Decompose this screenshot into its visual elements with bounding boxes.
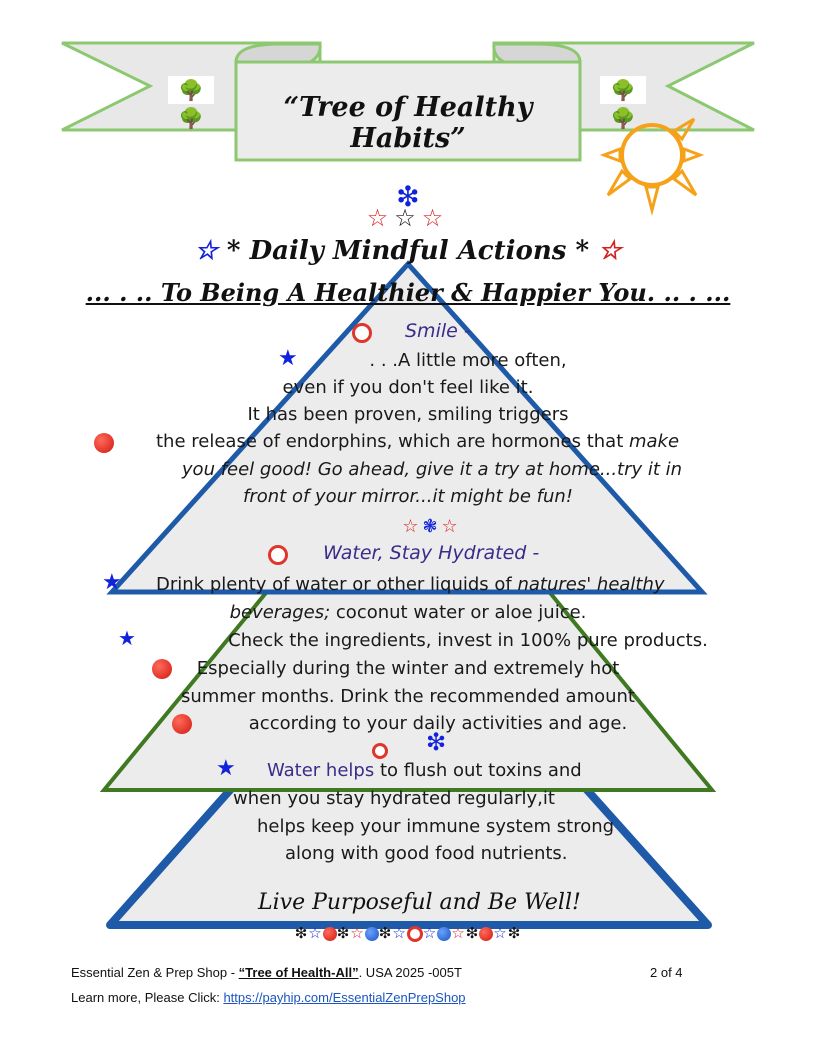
- water-helps-line-4: along with good food nutrients.: [285, 843, 568, 864]
- water-line-2: beverages; coconut water or aloe juice.: [229, 602, 587, 623]
- smile-line-5: you feel good! Go ahead, give it a try at home...try it in: [181, 459, 683, 480]
- red-circle-icon: [94, 432, 114, 453]
- water-ring-icon: [268, 544, 288, 565]
- blue-star-icon: ☆: [194, 236, 218, 266]
- banner-title: “Tree of Healthy Habits”: [283, 92, 533, 154]
- blue-star-icon: ★: [216, 756, 236, 781]
- water-helps-line-3: helps keep your immune system strong: [257, 816, 615, 837]
- blue-star-icon: ★: [118, 626, 136, 650]
- water-helps-line-2: when you stay hydrated regularly,it: [233, 788, 555, 809]
- heading-line2: ... . .. To Being A Healthier & Happier You. .. . ...: [85, 278, 731, 307]
- shop-link[interactable]: https://payhip.com/EssentialZenPrepShop: [223, 990, 466, 1005]
- water-line-4: Especially during the winter and extremely hot: [196, 658, 620, 679]
- footer-line-2: Learn more, Please Click: https://payhip.com/EssentialZenPrepShop: [71, 990, 466, 1005]
- water-line-1: Drink plenty of water or other liquids of natures' healthy: [156, 574, 665, 595]
- footer-line-1: Essential Zen & Prep Shop - “Tree of Health-All”. USA 2025 -005T: [71, 965, 462, 980]
- red-star-icon: ☆: [598, 236, 622, 266]
- banner-tree-right-icon: 🌳🌳: [600, 76, 646, 104]
- top-snowflake-icon: ❇: [396, 180, 420, 213]
- smile-line-3: It has been proven, smiling triggers: [247, 404, 569, 425]
- water-helps-line-1: Water helps to flush out toxins and: [267, 760, 582, 781]
- smile-title: Smile -: [405, 320, 471, 342]
- blue-star-icon: ★: [102, 570, 122, 595]
- heading-line1: ☆ * Daily Mindful Actions * ☆: [194, 236, 622, 266]
- water-line-3: Check the ingredients, invest in 100% pure products.: [228, 630, 708, 651]
- smile-line-2: even if you don't feel like it.: [282, 377, 534, 398]
- small-ring-icon: [372, 740, 388, 759]
- blue-star-icon: ★: [278, 346, 298, 371]
- top-stars: ☆☆☆: [366, 204, 450, 232]
- smile-ring-icon: [352, 322, 372, 343]
- smile-line-1: . . .A little more often,: [369, 350, 567, 371]
- mid-divider: ☆❃☆: [402, 516, 462, 537]
- water-line-5: summer months. Drink the recommended amount: [180, 686, 635, 707]
- closing-text: Live Purposeful and Be Well!: [258, 890, 581, 915]
- smile-line-4: the release of endorphins, which are hormones that make: [156, 431, 680, 452]
- banner-tree-left-icon: 🌳🌳: [168, 76, 214, 104]
- page-number: 2 of 4: [650, 965, 683, 980]
- bottom-ornament-row: ❇☆ ❇☆ ❇☆ ☆ ☆❇ ☆❇: [294, 924, 522, 942]
- smile-line-6: front of your mirror...it might be fun!: [243, 486, 573, 507]
- snowflake-icon: ❇: [426, 728, 447, 756]
- water-title: Water, Stay Hydrated -: [323, 542, 540, 564]
- water-line-6: according to your daily activities and age.: [248, 713, 628, 734]
